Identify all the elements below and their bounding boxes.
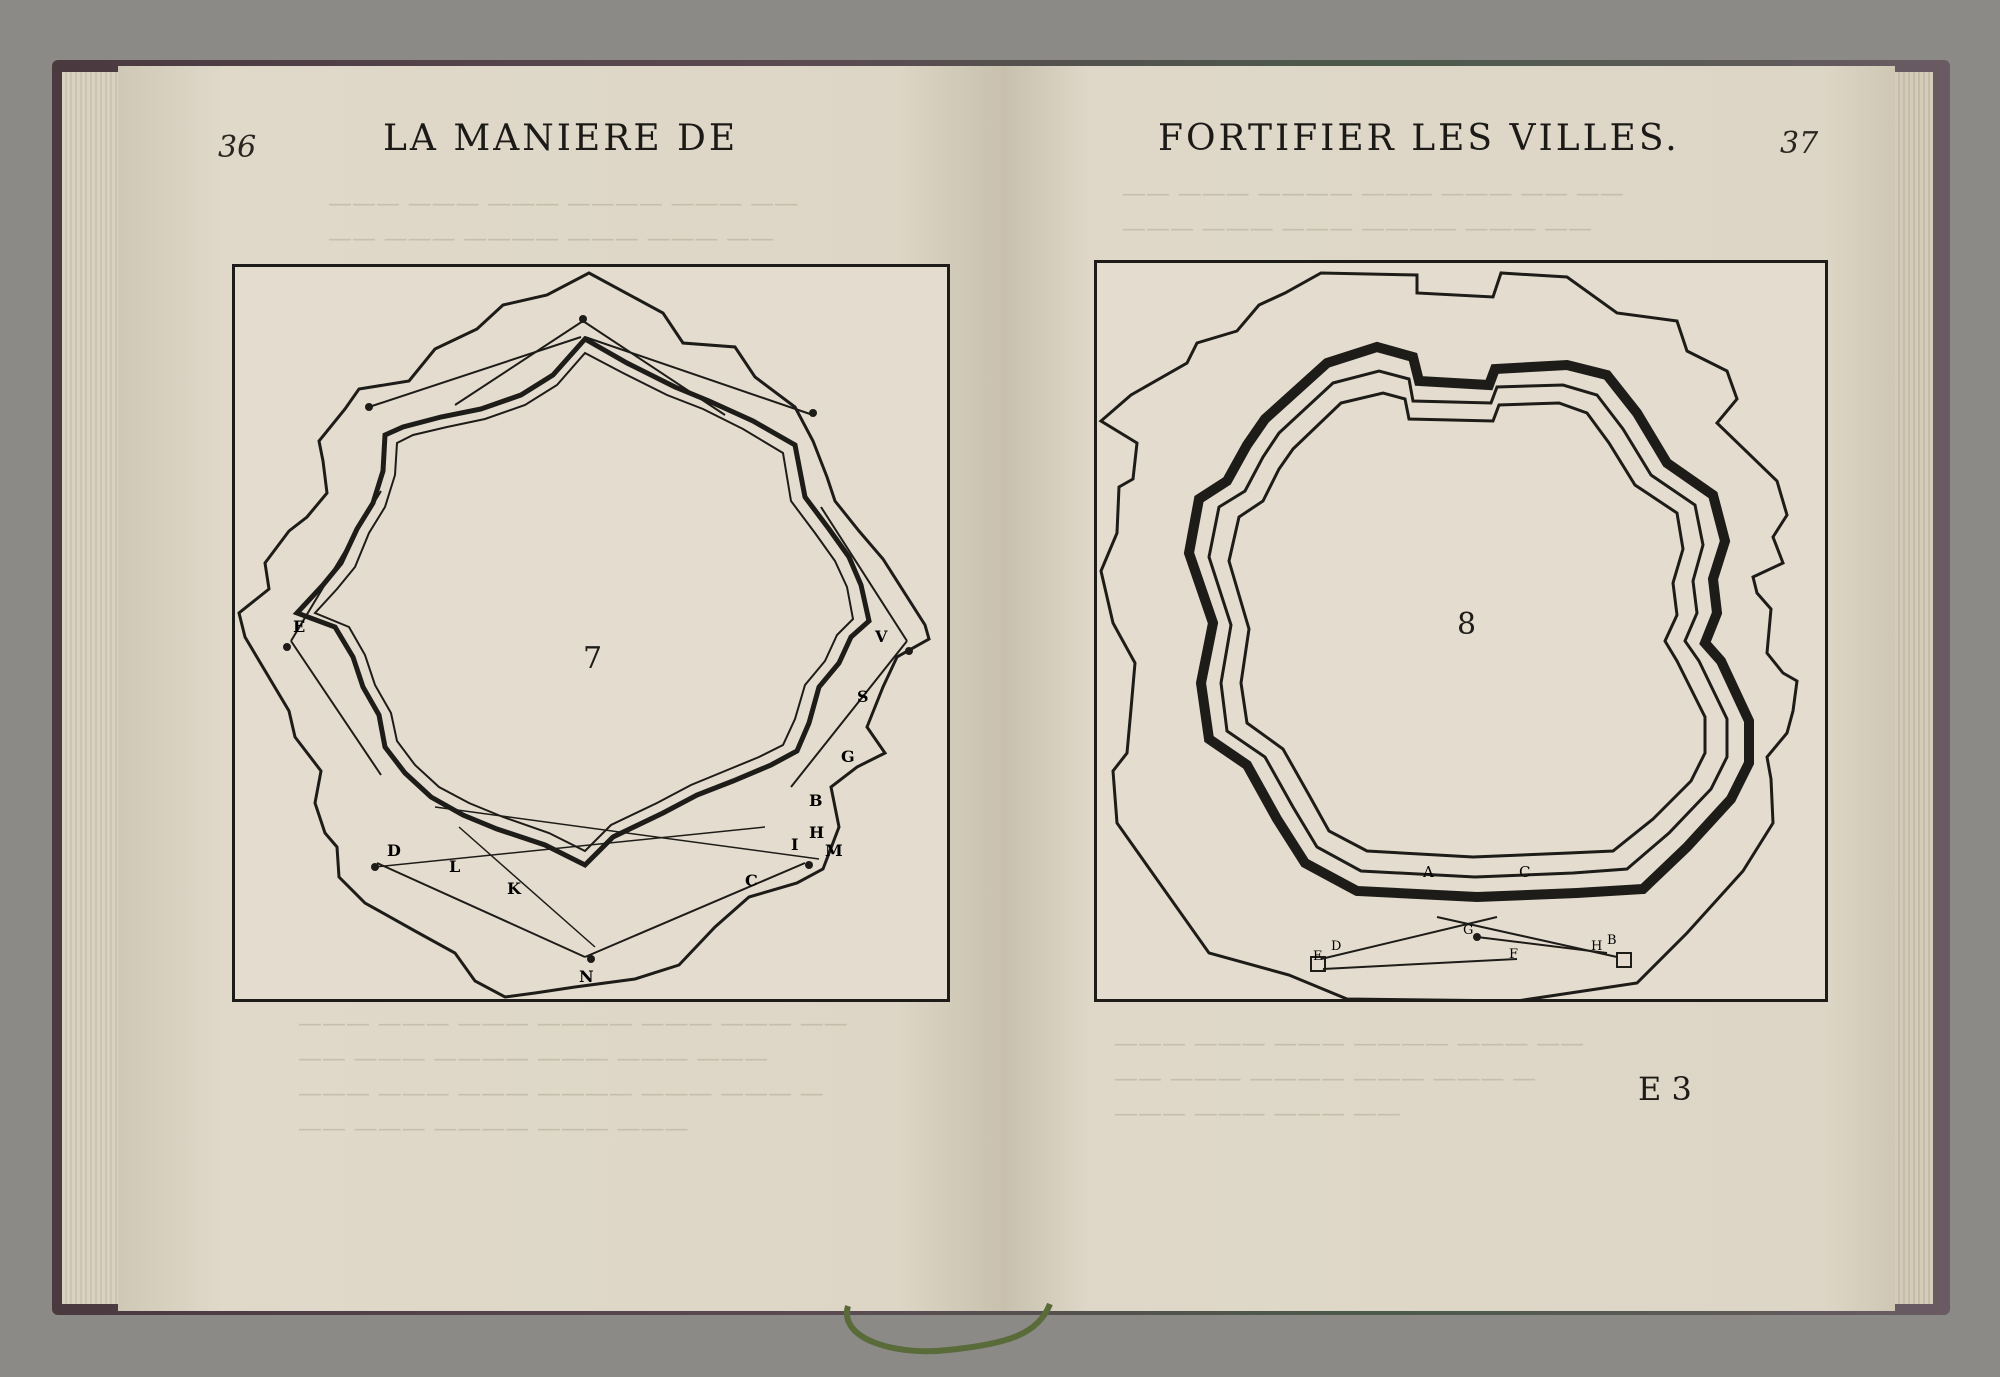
page-number: 37 xyxy=(1780,126,1819,161)
show-through-text-lower: ——— ——— ——— ———— ——— ——— —— —— ——— ———— ——— ——— ——— ——— ——— ——— ———— ——— ——— — —— ——— ———— ——— ——— xyxy=(298,1009,848,1142)
plate-label: F xyxy=(1509,947,1519,962)
show-through-text: —— ——— ———— ——— ——— —— —— ——— ——— ——— ———— ——— —— xyxy=(1122,179,1624,242)
plate-label: S xyxy=(857,687,869,706)
plate-label: N xyxy=(579,967,594,986)
figure-number: 7 xyxy=(583,641,603,676)
plate-label: A xyxy=(1423,863,1434,881)
fortification-plan-7 xyxy=(235,267,947,999)
right-page-edges xyxy=(1895,72,1933,1304)
figure-number: 8 xyxy=(1457,607,1477,642)
plate-label: K xyxy=(507,879,521,898)
plate-label: L xyxy=(449,857,461,876)
running-header: LA MANIERE DE xyxy=(383,118,739,159)
plate-label: H xyxy=(1591,939,1603,954)
signature-mark: E 3 xyxy=(1638,1070,1692,1108)
right-page xyxy=(1002,66,1895,1311)
bookmark-ribbon xyxy=(838,1300,1058,1360)
plate-figure-8 xyxy=(1094,260,1828,1002)
plate-label: M xyxy=(825,841,843,860)
show-through-text: ——— ——— ——— ———— ——— —— —— ——— ———— ——— ——— —— xyxy=(328,189,799,252)
plate-label: B xyxy=(809,791,823,810)
plate-label: E xyxy=(293,617,306,636)
plate-label: G xyxy=(841,747,855,766)
plate-label: D xyxy=(1331,939,1342,954)
plate-label: E xyxy=(1313,949,1323,964)
left-page xyxy=(118,66,1004,1311)
plate-label: C xyxy=(745,871,758,890)
plate-label: G xyxy=(1463,923,1474,938)
plate-label: I xyxy=(791,835,799,854)
plate-label: H xyxy=(809,823,825,842)
show-through-text-lower: ——— ——— ——— ———— ——— —— —— ——— ———— ——— ——— — ——— ——— ——— —— xyxy=(1114,1029,1585,1127)
left-page-edges xyxy=(62,72,120,1304)
plate-label: D xyxy=(387,841,401,860)
plate-label: C xyxy=(1519,863,1531,881)
running-header: FORTIFIER LES VILLES. xyxy=(1158,118,1680,159)
plate-label: B xyxy=(1607,933,1617,948)
plate-figure-7 xyxy=(232,264,950,1002)
page-number: 36 xyxy=(218,130,257,165)
plate-label: V xyxy=(875,627,888,646)
